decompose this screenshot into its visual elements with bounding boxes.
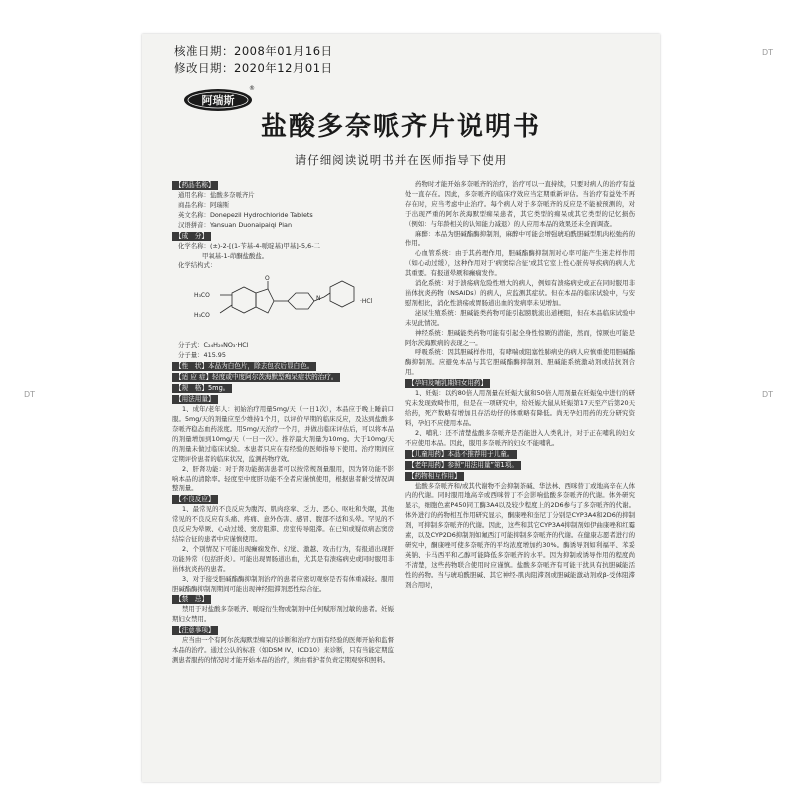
- section-dosage: 【用法用量】: [172, 395, 218, 404]
- section-pregnancy: 【孕妇及哺乳期妇女用药】: [405, 379, 490, 388]
- chemical-structure-label: 化学结构式：: [178, 261, 217, 270]
- chemical-name-line1: 化学名称：(±)-2-[(1-苄基-4-哌啶基)甲基]-5,6-二: [178, 241, 320, 250]
- anesthesia-text: 麻醉：本品为胆碱酯酶抑制剂，麻醉中可能会增强琥珀酰胆碱型肌肉松弛药的作用。: [405, 229, 635, 248]
- section-elderly: 【老年用药】参照“用法用量”第1项。: [405, 461, 521, 470]
- english-name: 英文名称：Donepezil Hydrochloride Tablets: [178, 210, 313, 219]
- structure-oxygen: O: [265, 275, 270, 283]
- dosage-text-2: 2、肝肾功能：对于肾功能损害患者可以按常规剂量服用，因为肾功能不影响本品的清除率。轻度至中度肝功能不全者应谨慎使用，根据患者耐受情况调整剂量。: [172, 464, 394, 493]
- precautions-text: 应当由一个有阿尔茨海默型痴呆的诊断和治疗方面有经验的医师开始和监督本品的治疗。通过公认的标准（如DSM IV、ICD10）来诊断，只有当能定期监测患者服药的情况时才能开始本品的治疗，须由看护者负责定期观察和照料。: [172, 636, 394, 665]
- structure-methoxy-2: H₃CO: [194, 312, 210, 320]
- chemical-structure: [192, 273, 394, 339]
- approval-date: 核准日期：2008年01月16日: [174, 44, 333, 58]
- chemical-name-line2: 甲氧基-1-茚酮盐酸盐。: [202, 251, 269, 260]
- brand-logo-text: 阿瑞斯: [201, 94, 235, 107]
- dosage-text-1: 1、成年/老年人：初始治疗用量5mg/天（一日1次），本品应于晚上睡前口服。5mg/天的剂量应至少维持1个月，以评价早期的临床反应，及达到盐酸多奈哌齐稳态血药浓度。用5mg/天治疗一个月，并做出临床评估后，可以将本品的剂量增加到10mg/天（一日一次）。推荐最大剂量为10mg。大于10mg/天的剂量未做过临床试验。本患者只应在有经验的医师指导下使用。治疗期间应定期评价患者的临床状况，监测药物疗效。: [172, 405, 394, 463]
- structure-methoxy-1: H₃CO: [194, 292, 210, 300]
- molecular-weight: 分子量：415.95: [178, 351, 226, 360]
- generic-name: 通用名称：盐酸多奈哌齐片: [178, 191, 255, 199]
- watermark-right: DT: [762, 48, 774, 57]
- section-composition: 【成 分】: [172, 232, 211, 241]
- modification-date: 修改日期：2020年12月01日: [174, 61, 333, 75]
- molecular-formula: 分子式：C₂₄H₂₉NO₃·HCl: [178, 341, 249, 350]
- watermark-left: DT: [24, 390, 36, 399]
- adverse-text-2: 2、个别情况下可能出现癫痫发作、幻觉、激越、攻击行为，有报道出现肝功能异常（包括肝炎）。可能出现胃肠道出血，尤其是有溃疡病史或同时服用非甾体抗炎药的患者。: [172, 544, 394, 573]
- adverse-text-3: 3、对于接受胆碱酯酶抑制剂治疗的患者应密切观察是否有体重减轻。服用胆碱酯酶抑制剂期间可能出现神经阻滞剂恶性综合征。: [172, 574, 394, 593]
- pregnancy-text-2: 2、哺乳：还不清楚盐酸多奈哌齐是否能进入人类乳汁，对于正在哺乳的妇女不应使用本品。因此，服用多奈哌齐的妇女不能哺乳。: [405, 428, 635, 447]
- pregnancy-text-1: 1、妊娠：以约80倍人用剂量在妊娠大鼠和50倍人用剂量在妊娠兔中进行的研究未发现致畸作用，但是在一项研究中，给妊娠大鼠从妊娠第17天至产后第20天给药，死产数略有增加且存活幼仔的体重略有降低。尚无孕妇用药的充分研究资料，孕妇不应使用本品。: [405, 389, 635, 427]
- pinyin-name: 汉语拼音：Yansuan Duonaipaiqi Pian: [178, 220, 293, 229]
- registered-mark: ®: [249, 85, 255, 92]
- structure-hcl: ·HCl: [360, 298, 373, 306]
- section-interactions: 【药物相互作用】: [405, 472, 464, 481]
- section-drug-name: 【药品名称】: [172, 181, 218, 190]
- urogenital-text: 泌尿生殖系统：胆碱能类药物可能引起膀胱流出道梗阻，但在本品临床试验中未见此情况。: [405, 308, 635, 327]
- digestive-text: 消化系统：对于溃疡病危险性增大的病人，例如有溃疡病史或正在同时服用非甾体抗炎药物（NSAIDs）的病人，应监测其症状。但在本品的临床试验中，与安慰剂相比，消化性溃疡或胃肠道出血的发病率未见增加。: [405, 279, 635, 307]
- left-column: [172, 180, 394, 666]
- section-precautions: 【注意事项】: [172, 626, 218, 635]
- adverse-text-1: 1、最常见的不良反应为腹泻、肌肉痉挛、乏力、恶心、呕吐和失眠，其他常见的不良反应有头痛、疼痛、意外伤害、感冒、腹部不适和头晕。罕见的不良反应为晕厥、心动过缓、窦房阻滞、房室传导阻滞。在已知或疑似病态窦房结综合征的患者中应谨慎使用。: [172, 505, 394, 544]
- nervous-text: 神经系统：胆碱能类药物可能有引起全身性惊厥的潜能，然而，惊厥也可能是阿尔茨海默病的表现之一。: [405, 328, 635, 347]
- section-specification: 【规 格】5mg。: [172, 384, 232, 393]
- structure-nitrogen: N: [316, 295, 321, 303]
- section-children: 【儿童用药】本品不推荐用于儿童。: [405, 450, 517, 459]
- cardiovascular-text: 心血管系统：由于其药理作用，胆碱酯酶抑制剂对心率可能产生迷走样作用（如心动过缓），这种作用对于'病窦综合征'或其它室上性心脏传导疾病的病人尤其重要。有报道晕厥和癫痫发作。: [405, 249, 635, 278]
- page-title: 盐酸多奈哌齐片说明书: [260, 112, 541, 142]
- leaflet-sheet: [142, 34, 660, 782]
- page-subtitle: 请仔细阅读说明书并在医师指导下使用: [294, 153, 508, 167]
- revision-dates: [174, 43, 333, 77]
- interactions-text: 盐酸多奈哌齐和/或其代谢物不会抑制茶碱、华法林、西咪替丁或地高辛在人体内的代谢。同时服用地高辛或西咪替丁不会影响盐酸多奈哌齐的代谢。体外研究显示，细胞色素P450同工酶3A4以及较少程度上的2D6参与了多奈哌齐的代谢。体外进行的药物相互作用研究显示，酮康唑和奎尼丁分别是CYP3A4和2D6的抑制剂，可抑制多奈哌齐的代谢。因此，这些和其它CYP3A4抑制剂如伊曲康唑和红霉素，以及CYP2D6抑制剂如氟西汀可能抑制多奈哌齐的代谢。在健康志愿者进行的研究中，酮康唑可使多奈哌齐的平均浓度增加约30%。酶诱导剂如利福平、苯妥英钠、卡马西平和乙醇可能降低多奈哌齐的水平。因为抑制或诱导作用的程度尚不清楚，这些药物联合使用时应谨慎。盐酸多奈哌齐有可能干扰具有抗胆碱能活性的药物。当与琥珀酰胆碱、其它神经-肌肉阻滞剂或胆碱能激动剂或β-受体阻滞剂合用时，: [405, 481, 635, 589]
- precautions-continued: 药物时才能开始多奈哌齐的治疗，治疗可以一直持续，只要对病人的治疗有益处一直存在。因此，多奈哌齐的临床疗效应当定期重新评估。当治疗有益处不再存在时，应当考虑中止治疗。每个病人对于多奈哌齐的反应是不能被预测的，对于出现严重的阿尔茨海默型痴呆患者，其它类型的痴呆或其它类型的记忆损伤（例如：与年龄相关的认知能力减退）的人应用本品的效果还未全面调查。: [405, 180, 635, 228]
- right-column: [405, 180, 635, 591]
- section-adverse-reactions: 【不良反应】: [172, 495, 218, 504]
- structure-drawing: [192, 273, 382, 339]
- section-contraindications: 【禁 忌】: [172, 595, 211, 604]
- respiratory-text: 呼吸系统：因其胆碱样作用，有哮喘或阻塞性肺病史的病人应慎重使用胆碱酯酶抑制剂。应避免本品与其它胆碱酯酶抑制剂、胆碱能系统激动剂或拮抗剂合用。: [405, 348, 635, 377]
- watermark-right-lower: DT: [762, 390, 774, 399]
- contraindications-text: 禁用于对盐酸多奈哌齐、哌啶衍生物或制剂中任何赋形剂过敏的患者。妊娠期妇女禁用。: [172, 605, 394, 624]
- trade-name: 商品名称：阿瑞斯: [178, 200, 230, 209]
- section-indications: 【适 应 症】轻度或中度阿尔茨海默型痴呆症状的治疗。: [172, 373, 340, 382]
- section-properties: 【性 状】本品为白色片，除去包衣后显白色。: [172, 362, 316, 371]
